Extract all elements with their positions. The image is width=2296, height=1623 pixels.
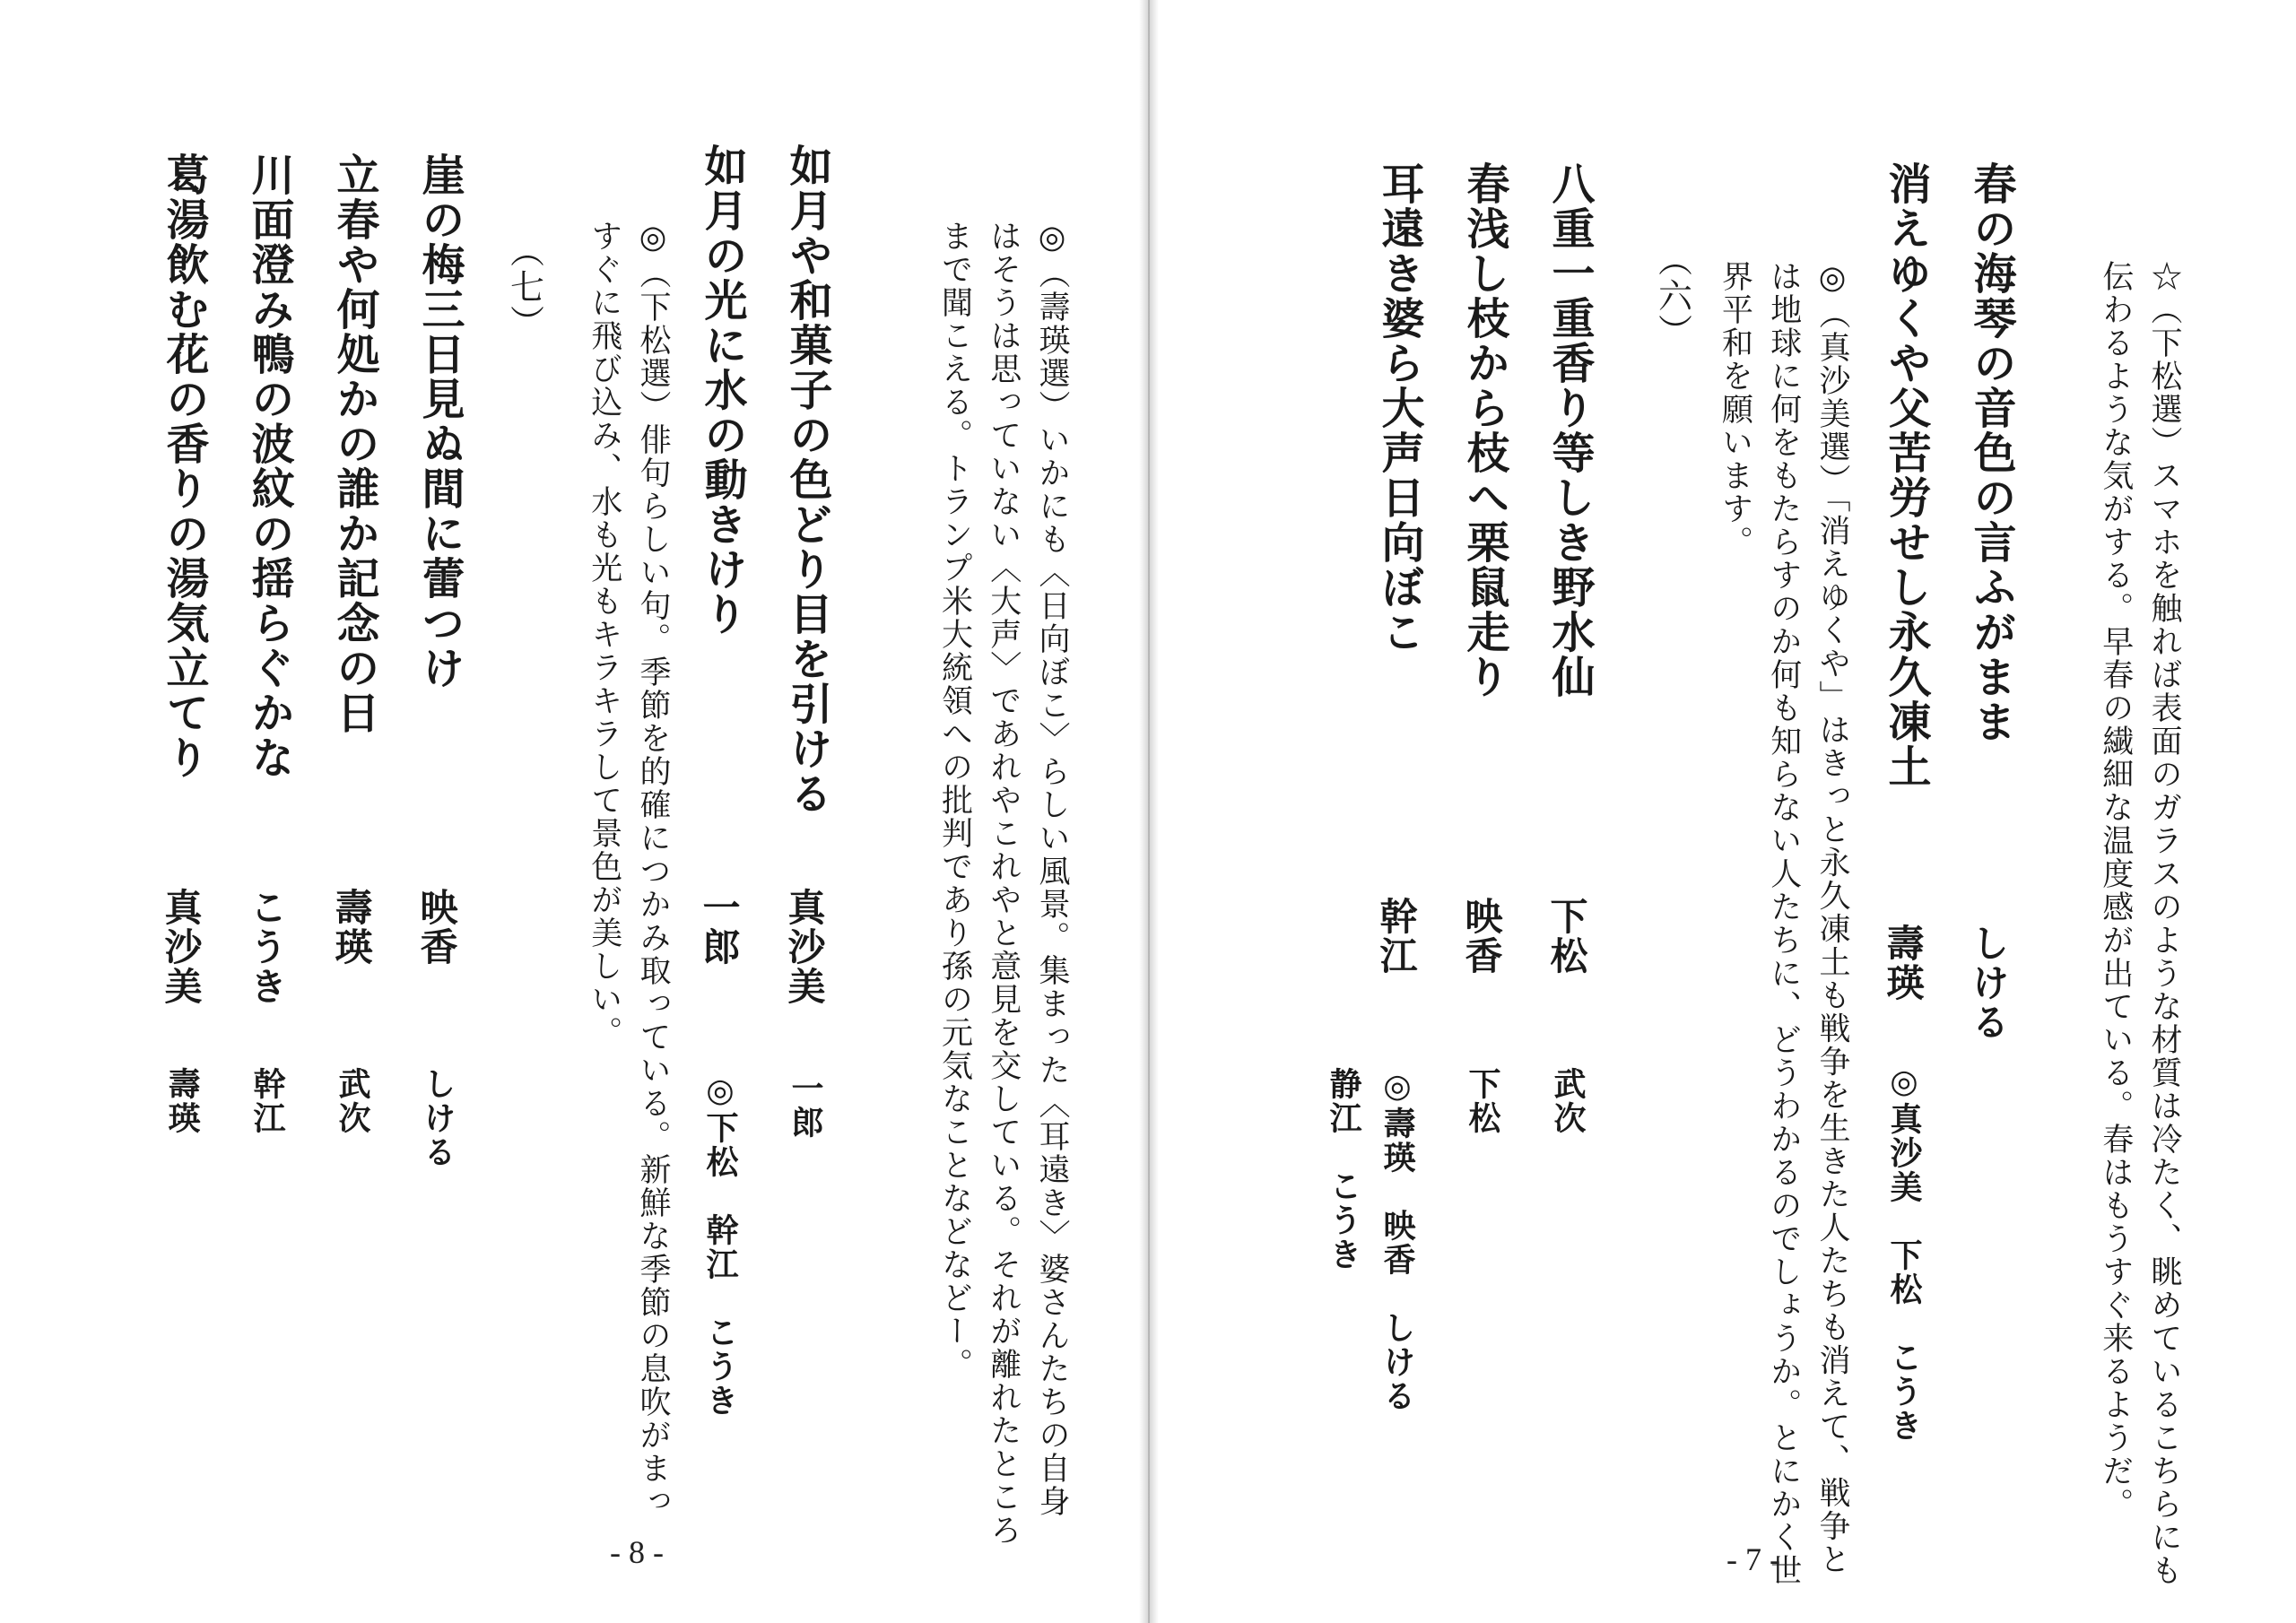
haiku: 如月や和菓子の色どり目を引ける [782,143,832,816]
haiku-picks: 一郎 [787,1072,824,1140]
haiku-author: 真沙美 [159,888,204,1006]
haiku: 川面澄み鴨の波紋の揺らぐかな [244,152,294,780]
page-number: - 8 - [610,1534,664,1570]
haiku-picks: 幹江 [248,1067,286,1135]
haiku-picks: ◎真沙美 下松 こうき [1885,1063,1923,1443]
haiku-picks: 下松 [1464,1067,1501,1135]
page-gutter [1139,0,1159,1623]
haiku-picks: ◎壽瑛 映香 しける [1378,1067,1416,1413]
haiku: 耳遠き婆ら大声日向ぼこ [1374,161,1424,655]
haiku-author: 下松 [1544,897,1589,976]
haiku-author: 壽瑛 [1881,924,1926,1002]
comment: ◎（下松選）俳句らしい句。季節を的確につかみ取っている。新鮮な季節の息吹がまっすぐに飛び込み、水も光もキラキラして景色が美しい。 [586,220,671,1518]
haiku: 春浅し枝から枝へ栗鼠走り [1459,161,1509,699]
haiku-picks: しける [419,1067,457,1169]
haiku-author: しける [1966,924,2011,1042]
haiku: 立春や何処かの誰か記念の日 [329,152,379,735]
haiku: 崖の梅三日見ぬ間に蕾つけ [414,152,465,690]
haiku-author: こうき [244,888,289,1006]
haiku: 如月の光に水の動きけり [697,143,747,637]
intro-comment: ☆（下松選）スマホを触れば表面のガラスのような材質は冷たく、眺めているこちらにも伝わるような気がする。早春の繊細な温度感が出ている。春はもうすぐ来るようだ。 [2097,260,2182,1587]
haiku-picks: 静江 こうき [1325,1067,1362,1271]
haiku-author: 真沙美 [782,888,827,1006]
page-number: - 7 - [1726,1541,1780,1577]
haiku-author: 映香 [1459,897,1504,976]
haiku-author: 映香 [414,888,459,967]
haiku-picks: 武次 [1549,1067,1587,1135]
section-heading: （六） [1652,242,1692,350]
haiku-picks: 武次 [334,1067,371,1135]
comment: ◎（壽瑛選）いかにも〈日向ぼこ〉らしい風景。集まった〈耳遠き〉婆さんたちの自身はそうは思っていない〈大声〉であれやこれやと意見を交している。それが離れたところまで聞こえる。トランプ米大統領への批判であり孫の元気なことなどなどー。 [936,220,1070,1547]
section-heading: （七） [504,233,544,341]
haiku-author: 壽瑛 [329,888,374,967]
haiku-picks: ◎下松 幹江 こうき [701,1072,739,1418]
comment: ◎（真沙美選）「消えゆくや」はきっと永久凍土も戦争を生きた人たちも消えて、戦争とは地球に何をもたらすのか何も知らない人たちに、どうわかるのでしょうか。とにかく世界平和を願います。 [1717,260,1850,1587]
haiku-author: 幹江 [1374,897,1419,976]
haiku-author: 一郎 [697,888,742,967]
haiku: 消えゆくや父苦労せし永久凍土 [1881,161,1931,789]
haiku: 春の海琴の音色の言ふがまま [1966,161,2016,744]
haiku: 八重一重香り等しき野水仙 [1544,161,1595,699]
haiku: 葛湯飲む花の香りの湯気立てり [159,152,209,780]
haiku-picks: 壽瑛 [163,1067,201,1135]
